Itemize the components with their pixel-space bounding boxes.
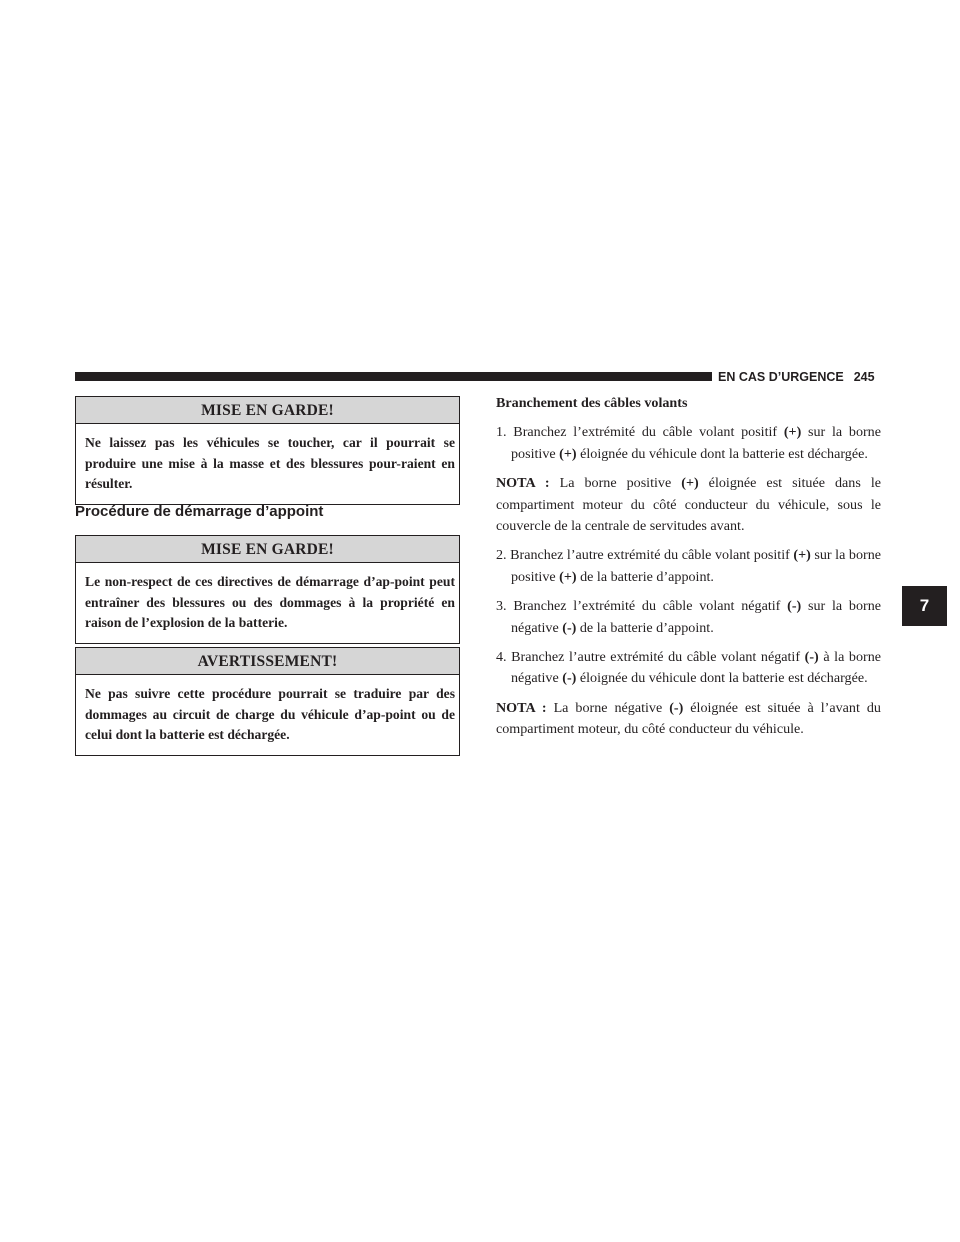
step-1: 1. Branchez l’extrémité du câble volant positif (+) sur la borne positive (+) éloignée du véhicule dont la batterie est déchargée.: [496, 424, 881, 462]
header-rule: [75, 372, 712, 381]
warning-text: Ne laissez pas les véhicules se toucher, car il pourrait se produire une mise à la masse et des blessures pour-raient en résulter.: [85, 435, 455, 491]
step-2: 2. Branchez l’autre extrémité du câble volant positif (+) sur la borne positive (+) de la batterie d’appoint.: [496, 547, 882, 585]
jumper-cables-heading: Branchement des câbles volants: [496, 395, 688, 411]
section-title: EN CAS D’URGENCE: [718, 370, 844, 384]
negative-symbol: (-): [804, 649, 819, 666]
positive-symbol: (+): [793, 547, 811, 564]
page-number: 245: [853, 370, 875, 384]
negative-symbol: (-): [669, 699, 684, 716]
positive-symbol: (+): [681, 475, 699, 492]
note-1: NOTA : La borne positive (+) éloignée est située dans le compartiment moteur du côté conducteur du véhicule, sous le couvercle de la centrale de servitudes avant.: [496, 475, 882, 535]
chapter-tab[interactable]: 7: [902, 586, 947, 626]
note-label: NOTA :: [496, 699, 547, 716]
running-header: [718, 369, 888, 385]
negative-symbol: (-): [562, 619, 577, 636]
warning-title: MISE EN GARDE!: [76, 397, 459, 424]
warning-box-2: [75, 535, 460, 644]
procedure-heading: Procédure de démarrage d’appoint: [75, 503, 324, 520]
negative-symbol: (-): [562, 670, 577, 687]
note-2: NOTA : La borne négative (-) éloignée est située à l’avant du compartiment moteur, du côté conducteur du véhicule.: [496, 699, 881, 738]
warning-box-3: [75, 647, 460, 756]
note-label: NOTA :: [496, 475, 550, 492]
right-column: [496, 393, 881, 749]
warning-text: Ne pas suivre cette procédure pourrait se traduire par des dommages au circuit de charge du véhicule d’ap-point ou de celui dont la batterie est déchargée.: [85, 686, 455, 742]
warning-title: AVERTISSEMENT!: [76, 648, 459, 675]
warning-text: Le non-respect de ces directives de démarrage d’ap-point peut entraîner des blessures ou des dommages à la propriété en raison de l’explosion de la batterie.: [85, 574, 455, 630]
positive-symbol: (+): [559, 568, 577, 585]
warning-title: MISE EN GARDE!: [76, 536, 459, 563]
negative-symbol: (-): [787, 598, 802, 615]
positive-symbol: (+): [559, 445, 577, 462]
step-4: 4. Branchez l’autre extrémité du câble volant négatif (-) à la borne négative (-) éloignée du véhicule dont la batterie est déchargée.: [496, 649, 882, 687]
warning-box-1: [75, 396, 460, 505]
positive-symbol: (+): [783, 424, 802, 441]
step-3: 3. Branchez l’extrémité du câble volant négatif (-) sur la borne négative (-) de la batterie d’appoint.: [496, 598, 881, 636]
